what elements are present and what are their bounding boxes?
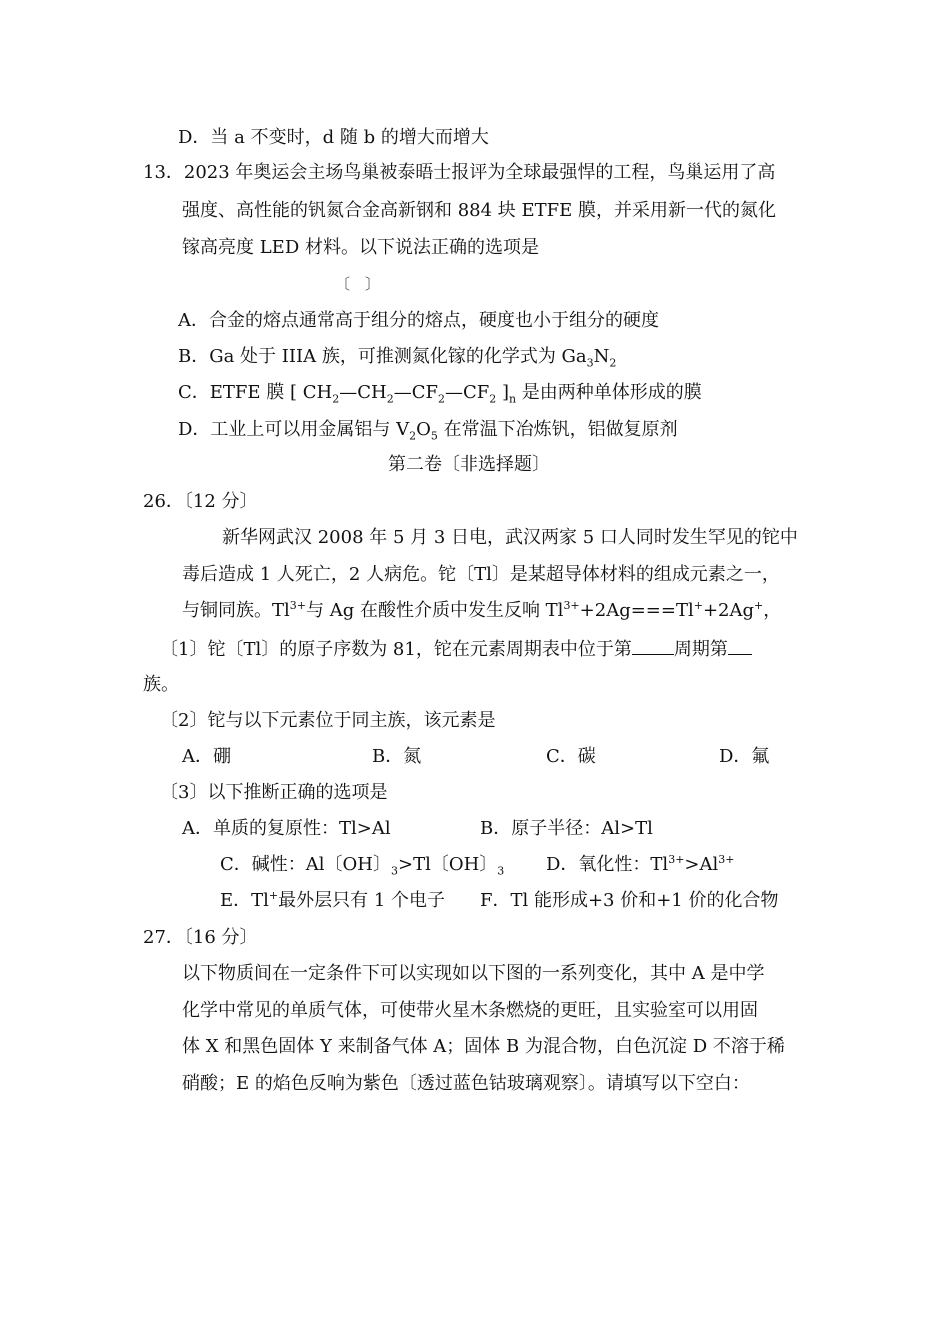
q27-line4: 硝酸；E 的焰色反响为紫色〔透过蓝色钴玻璃观察〕。请填写以下空白： [182, 1073, 750, 1094]
q13-number: 13． [143, 162, 184, 183]
q26-sub1-tail: 族。 [143, 674, 179, 695]
q26-sub3-option-b: B．原子半径：Al>Tl [480, 818, 653, 839]
group-answer-blank[interactable] [728, 636, 752, 655]
q27-line1: 以下物质间在一定条件下可以实现如以下图的一系列变化，其中 A 是中学 [182, 963, 765, 984]
q13-option-c: C．ETFE 膜 [ $CH_2—CH_2—CF_2—CF_2$ ]$_n$ 是由两种单体形成的膜 [178, 382, 702, 406]
q26-sub2-option-d: D．氟 [719, 746, 770, 767]
q13-answer-bracket: 〔 〕 [335, 275, 381, 293]
q27-line2: 化学中常见的单质气体，可使带火星木条燃烧的更旺，且实验室可以用固 [182, 1000, 758, 1021]
q26-para-line1: 新华网武汉 2008 年 5 月 3 日电，武汉两家 5 口人同时发生罕见的铊中 [222, 527, 798, 548]
q13-stem-line3: 镓高亮度 LED 材料。以下说法正确的选项是 [182, 237, 539, 258]
q13-option-a: A．合金的熔点通常高于组分的熔点，硬度也小于组分的硬度 [178, 310, 659, 331]
q26-sub3-option-a: A．单质的复原性：Tl>Al [182, 818, 391, 839]
q26-sub3-option-d: D．氧化性：$Tl^{3+}>Al^{3+}$ [546, 853, 735, 875]
period-answer-blank[interactable] [632, 636, 674, 655]
q26-sub2-option-c: C．碳 [546, 746, 596, 767]
q27-header: 27．〔16 分〕 [143, 927, 258, 948]
q13-option-d: D．工业上可以用金属铝与 $V_2O_5$ 在常温下冶炼钒，铝做复原剂 [178, 419, 678, 443]
q13-option-b: B．Ga 处于 IIIA 族，可推测氮化镓的化学式为 $Ga_3N_2$ [178, 346, 617, 370]
q26-sub2-option-a: A．硼 [182, 746, 231, 767]
q26-sub3: 〔3〕以下推断正确的选项是 [160, 782, 388, 803]
q13-stem-line2: 强度、高性能的钒氮合金高新钢和 884 块 ETFE 膜，并采用新一代的氮化 [182, 200, 777, 221]
q26-sub1: 〔1〕铊〔Tl〕的原子序数为 81，铊在元素周期表中位于第 周期第 [160, 636, 752, 662]
section-title: 第二卷〔非选择题〕 [388, 454, 550, 475]
q13-stem-line1: 13．2023 年奥运会主场鸟巢被泰晤士报评为全球最强悍的工程，鸟巢运用了高 [143, 162, 776, 183]
q27-line3: 体 X 和黑色固体 Y 来制备气体 A；固体 B 为混合物，白色沉淀 D 不溶于稀 [182, 1036, 785, 1057]
q26-sub3-option-f: F．Tl 能形成+3 价和+1 价的化合物 [480, 890, 779, 911]
q26-para-line3: 与铜同族。$Tl^{3+}$与 Ag 在酸性介质中发生反响 $Tl^{3+}+2Ag===Tl^++2Ag^+$， [182, 599, 782, 621]
q26-sub3-option-e: E．Tl+最外层只有 1 个电子 [220, 889, 446, 911]
q26-sub2: 〔2〕铊与以下元素位于同主族，该元素是 [160, 710, 496, 731]
q26-header: 26．〔12 分〕 [143, 491, 258, 512]
q26-sub3-option-c: C．碱性：Al〔OH〕$_3$>Tl〔OH〕$_3$ [220, 854, 505, 878]
q26-sub2-option-b: B．氮 [372, 746, 422, 767]
q26-para-line2: 毒后造成 1 人死亡，2 人病危。铊〔Tl〕是某超导体材料的组成元素之一， [182, 564, 780, 585]
q12-option-d: D．当 a 不变时，d 随 b 的增大而增大 [178, 127, 489, 148]
